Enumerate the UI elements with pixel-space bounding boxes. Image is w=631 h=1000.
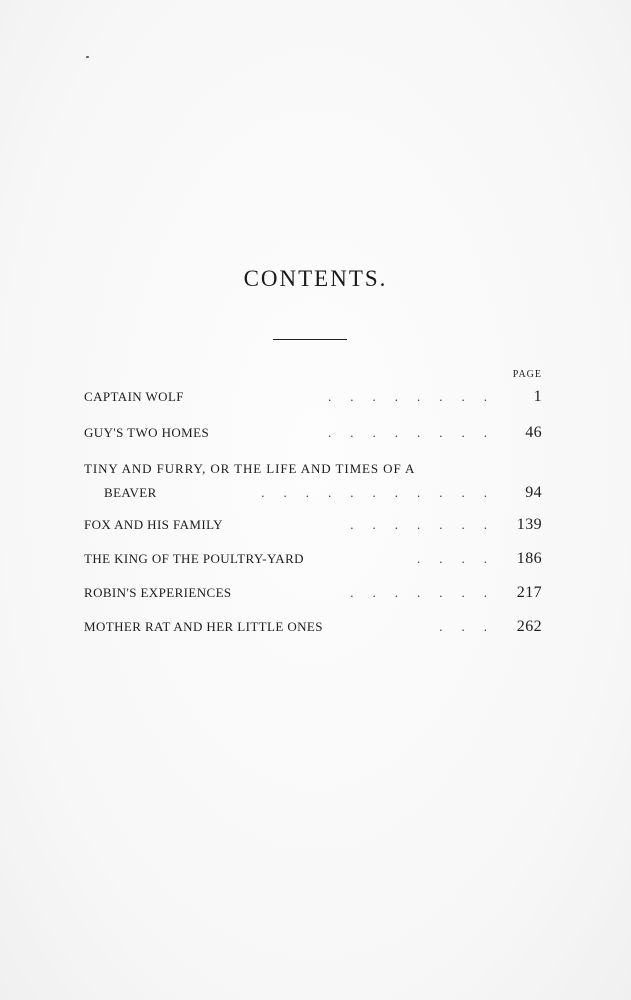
toc-entry-page: 46 [525, 424, 542, 441]
toc-entry-page: 217 [516, 584, 542, 601]
toc-entry-title: MOTHER RAT AND HER LITTLE ONES [84, 619, 323, 634]
toc-entry-mother-rat[interactable] [84, 615, 542, 639]
toc-entry-title-line1: TINY AND FURRY, OR THE LIFE AND TIMES OF A [84, 461, 416, 476]
toc-entry-robins-experiences[interactable] [84, 581, 542, 605]
toc-entry-title: THE KING OF THE POULTRY-YARD [84, 551, 304, 566]
toc-entry-page: 186 [516, 550, 542, 567]
toc-leader-dots: ... [439, 619, 506, 634]
toc-entry-tiny-and-furry[interactable] [84, 457, 542, 505]
ink-speck [86, 56, 89, 58]
page-column-label: PAGE [512, 369, 542, 380]
toc-leader-dots: ....... [350, 517, 506, 532]
toc-entry-title: GUY'S TWO HOMES [84, 425, 210, 440]
title-rule [273, 339, 347, 340]
toc-entry-king-of-the-poultry-yard[interactable] [84, 547, 542, 571]
toc-entry-title-line2: BEAVER [104, 485, 157, 500]
toc-entry-fox-and-his-family[interactable] [84, 513, 542, 537]
table-of-contents [84, 385, 542, 639]
toc-entry-page: 94 [525, 484, 542, 501]
toc-leader-dots: ....... [350, 585, 506, 600]
toc-leader-dots: ........ [328, 425, 506, 440]
page-title: CONTENTS. [243, 266, 388, 291]
toc-entry-page: 139 [516, 516, 542, 533]
toc-entry-title: FOX AND HIS FAMILY [84, 517, 223, 532]
toc-leader-dots: ........... [261, 485, 506, 500]
toc-entry-captain-wolf[interactable] [84, 385, 542, 409]
toc-leader-dots: ........ [328, 389, 506, 404]
toc-entry-title: ROBIN'S EXPERIENCES [84, 585, 232, 600]
toc-entry-page: 262 [516, 618, 542, 635]
toc-leader-dots: .... [417, 551, 506, 566]
toc-entry-page: 1 [533, 388, 542, 405]
toc-entry-title: CAPTAIN WOLF [84, 389, 184, 404]
toc-entry-guys-two-homes[interactable] [84, 421, 542, 445]
